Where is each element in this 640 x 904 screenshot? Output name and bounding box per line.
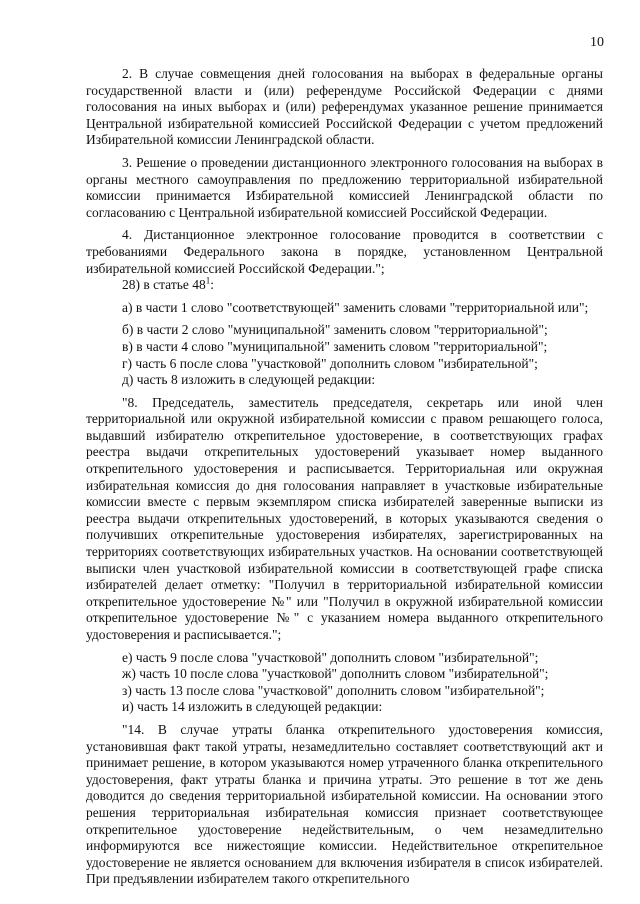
page-number: 10 [590, 35, 604, 50]
subitem-a: а) в части 1 слово "соответствующей" заменить словами "территориальной или"; [122, 299, 589, 315]
article-48-1-item [86, 277, 603, 294]
subitem-v: в) в части 4 слово "муниципальной" заменить словом "территориальной"; [122, 338, 548, 354]
subitem-d: д) часть 8 изложить в следующей редакции: [122, 372, 376, 388]
subitem-g: г) часть 6 после слова "участковой" дополнить словом "избирательной"; [122, 355, 538, 371]
article-item-prefix: 28) в статье 48 [122, 277, 206, 293]
subitem-b: б) в части 2 слово "муниципальной" заменить словом "территориальной"; [122, 322, 548, 338]
subitem-z: з) часть 13 после слова "участковой" дополнить словом "избирательной"; [122, 682, 545, 698]
part-8-text: "8. Председатель, заместитель председателя, секретарь или иной член территориальной или окружной избирательной комиссии с правом решающего голоса, выдавший избирателю открепительное удостоверение, в соответствующих графах реестра выдачи открепительных удостоверений указывает номер выданного открепительного удостоверения и расписывается. Территориальная или окружная избирательная комиссия до дня голосования направляет в участковые избирательные комиссии вместе с первым экземпляром списка избирателей заверенные выписки из реестра выдачи открепительных удостоверений, в которых указываются сведения о получивших открепительные удостоверения избирателях, зарегистрированных на территориях соответствующих избирательных участков. На основании соответствующей выписки член участковой избирательной комиссии в соответствующей графе списка избирателей делает отметку: "Получил в территориальной избирательной комиссии открепительное удостоверение №" или "Получил в окружной избирательной комиссии открепительное удостоверение №" с указанием номера выданного открепительного удостоверения и расписывается."; [86, 394, 603, 642]
paragraph-3: 3. Решение о проведении дистанционного электронного голосования на выборах в органы местного самоуправления по предложению территориальной избирательной комиссии принимается Избирательной комиссией Ленинградской области по согласованию с Центральной избирательной комиссией Российской Федерации. [86, 154, 603, 220]
subitem-i: и) часть 14 изложить в следующей редакции: [122, 699, 383, 715]
article-item-superscript: 1 [205, 275, 211, 286]
paragraph-4: 4. Дистанционное электронное голосование проводится в соответствии с требованиями Федерального закона в порядке, установленном Центральной избирательной комиссией Российской Федерации."; [86, 227, 603, 276]
article-item-suffix: : [210, 277, 215, 293]
paragraph-2: 2. В случае совмещения дней голосования на выборах в федеральные органы государственной власти и (или) референдуме Российской Федерации с днями голосования на иных выборах и (или) референдумах указанное решение принимается Центральной избирательной комиссией Российской Федерации с учетом предложений Избирательной комиссии Ленинградской области. [86, 66, 603, 148]
part-14-text: "14. В случае утраты бланка открепительного удостоверения комиссия, установившая факт такой утраты, незамедлительно составляет соответствующий акт и принимает решение, в котором указываются номер утраченного бланка открепительного удостоверения, факт утраты бланка и причина утраты. Это решение в тот же день доводится до сведения территориальной избирательной комиссии. На основании этого решения территориальная избирательная комиссия признает соответствующее открепительное удостоверение недействительным, о чем незамедлительно информируются все нижестоящие комиссии. Недействительное открепительное удостоверение не является основанием для включения избирателя в список избирателей. При предъявлении избирателем такого открепительного [86, 721, 603, 887]
document-body [86, 66, 603, 888]
subitem-e: е) часть 9 после слова "участковой" дополнить словом "избирательной"; [122, 649, 539, 665]
subitem-zh: ж) часть 10 после слова "участковой" дополнить словом "избирательной"; [122, 666, 549, 682]
